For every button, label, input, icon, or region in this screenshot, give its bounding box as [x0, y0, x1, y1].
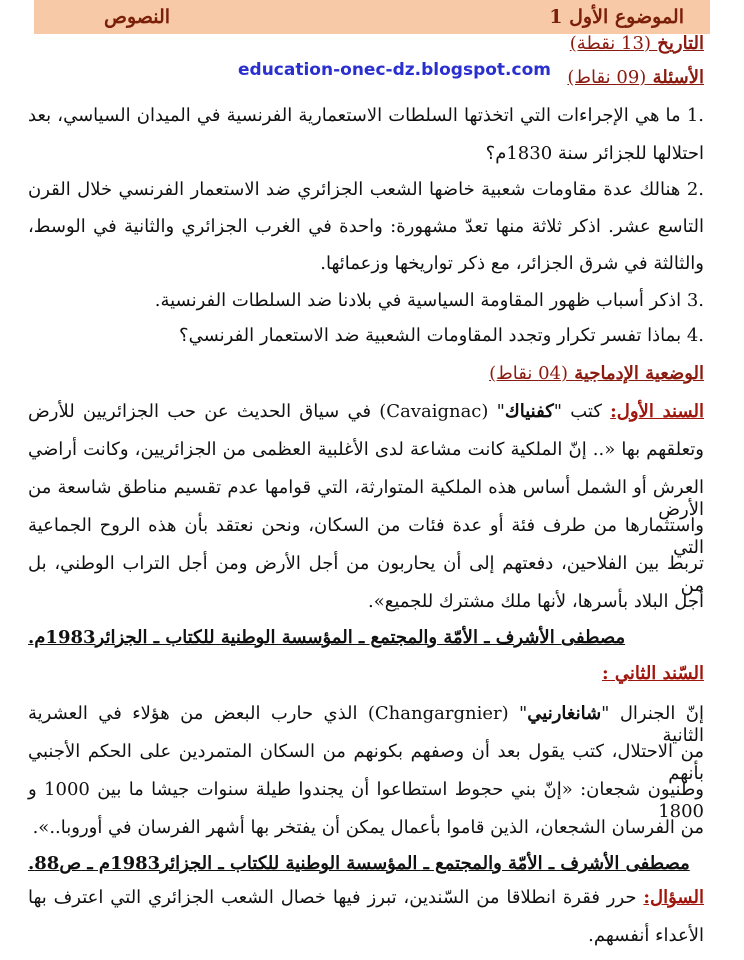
doc2-intro: إنّ الجنرال "شانغارنيي" (Changargnier) الذي حارب البعض من هؤلاء في العشرية الثانية	[28, 703, 704, 746]
doc1-line: تربط بين الفلاحين، دفعتهم إلى أن يحاربون من أجل الأرض ومن أجل التراب الوطني، بل من	[28, 553, 704, 596]
doc1-line: العرش أو الشمل أساس هذه الملكية المتوارثة، التي قوامها عدم تقسيم مناطق شاسعة من الأرض	[28, 477, 704, 520]
doc1-line: وتعلقهم بها «.. إنّ الملكية كانت مشاعة لدى الأغلبية العظمى من الجزائريين، وكانت أراضي	[28, 439, 704, 460]
question-2-line-1: .2 هنالك عدة مقاومات شعبية خاضها الشعب الجزائري ضد الاستعمار الفرنسي خلال القرن	[28, 179, 704, 200]
doc1-line: واستثمارها من طرف فئة أو عدة فئات من السكان، ونحن نعتقد بأن هذه الروح الجماعية التي	[28, 515, 704, 558]
doc1-label: السند الأول:	[610, 401, 704, 422]
watermark-url[interactable]: education-onec-dz.blogspot.com	[238, 60, 551, 80]
doc2-line: من الاحتلال، كتب يقول بعد أن وصفهم بكونهم من السكان المتمردين على الحكم الأجنبي بأنهم	[28, 741, 704, 784]
task-line-2: الأعداء أنفسهم.	[588, 925, 704, 946]
topic-title: الموضوع الأول 1	[549, 6, 684, 28]
questions-heading: الأسئلة (09 نقاط)	[567, 67, 704, 88]
texts-title: النصوص	[104, 6, 171, 28]
question-1-line-2: احتلالها للجزائر سنة 1830م؟	[485, 143, 704, 164]
doc1-source: مصطفى الأشرف ـ الأمّة والمجتمع ـ المؤسسة الوطنية للكتاب ـ الجزائر1983م.	[28, 627, 626, 648]
doc2-source: مصطفى الأشرف ـ الأمّة والمجتمع ـ المؤسسة الوطنية للكتاب ـ الجزائر1983م ـ ص88.	[28, 853, 690, 874]
integration-heading: الوضعية الإدماجية (04 نقاط)	[489, 363, 704, 384]
doc2-label: السّند الثاني :	[601, 663, 704, 684]
doc2-line: وطنيون شجعان: «إنّ بني حجوط استطاعوا أن يجندوا طيلة سنوات جيشا ما بين 1000 و 1800	[28, 779, 704, 822]
task-line-1: السؤال: حرر فقرة انطلاقا من السّندين، تبرز فيها خصال الشعب الجزائري التي اعترف بها	[28, 887, 704, 908]
history-heading: التاريخ (13 نقطة)	[569, 33, 704, 54]
task-label: السؤال:	[643, 887, 704, 908]
question-2-line-3: والثالثة في شرق الجزائر، مع ذكر تواريخها وزعمائها.	[320, 253, 704, 274]
question-4: .4 بماذا تفسر تكرار وتجدد المقاومات الشعبية ضد الاستعمار الفرنسي؟	[179, 325, 704, 346]
doc2-line: من الفرسان الشجعان، الذين قاموا بأعمال يمكن أن يفتخر بها أشهر الفرسان في أوروبا..».	[32, 817, 704, 838]
question-2-line-2: التاسع عشر. اذكر ثلاثة منها تعدّ مشهورة: واحدة في الغرب الجزائري والثانية في الوسط،	[28, 216, 704, 237]
doc1-intro: السند الأول: كتب "كفنياك" (Cavaignac) في سياق الحديث عن حب الجزائريين للأرض	[28, 401, 704, 422]
doc1-line: أجل البلاد بأسرها، لأنها ملك مشترك للجميع».	[368, 591, 704, 612]
question-1-line-1: .1 ما هي الإجراءات التي اتخذتها السلطات الاستعمارية الفرنسية في الميدان السياسي، بعد	[28, 105, 704, 126]
page-header	[34, 0, 710, 34]
question-3: .3 اذكر أسباب ظهور المقاومة السياسية في بلادنا ضد السلطات الفرنسية.	[154, 290, 704, 311]
